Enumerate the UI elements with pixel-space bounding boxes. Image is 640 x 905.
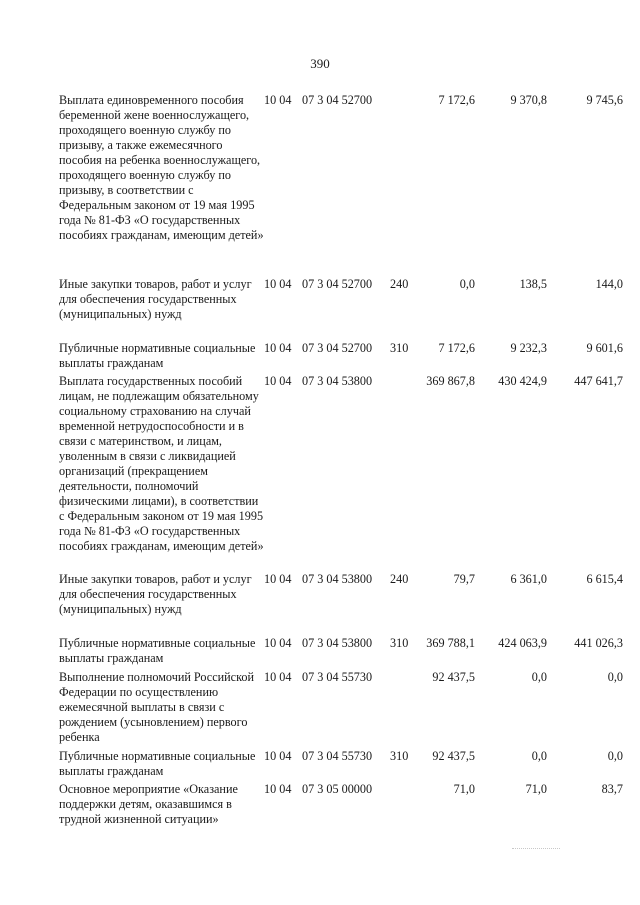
row-target-code: 07 3 04 53800	[302, 636, 373, 650]
row-expense-type: 310	[390, 341, 409, 355]
row-value-year3: 83,7	[601, 782, 623, 796]
row-target-code: 07 3 04 55730	[302, 749, 373, 763]
row-section-code: 10 04	[264, 782, 292, 796]
scan-artifact	[512, 848, 560, 849]
row-value-year3: 447 641,7	[574, 374, 623, 388]
row-value-year1: 92 437,5	[432, 670, 475, 684]
row-description: Выплата государственных пособий лицам, не подлежащим обязательному социальному страхованию на случай временной нетрудоспособности и в связи с материнством, и лицам, уволенным в связи с ликвидацией организаций (прекращением деятельности, полномочий физическими лицами), в соответствии с Федеральным законом от 19 мая 1995 года № 81-ФЗ «О государственных пособиях гражданам, имеющим детей»	[59, 374, 264, 553]
row-section-code: 10 04	[264, 93, 292, 107]
row-value-year2: 0,0	[531, 670, 547, 684]
table-row	[0, 277, 640, 339]
row-value-year2: 6 361,0	[510, 572, 547, 586]
row-description: Иные закупки товаров, работ и услуг для обеспечения государственных (муниципальных) нужд	[59, 277, 252, 321]
row-value-year2: 71,0	[525, 782, 547, 796]
table-row	[0, 670, 640, 746]
row-value-year3: 144,0	[595, 277, 623, 291]
row-target-code: 07 3 04 55730	[302, 670, 373, 684]
page-number: 390	[310, 56, 330, 71]
row-expense-type: 310	[390, 636, 409, 650]
row-value-year1: 0,0	[459, 277, 475, 291]
row-value-year3: 9 601,6	[586, 341, 623, 355]
row-value-year1: 79,7	[453, 572, 475, 586]
row-expense-type: 240	[390, 572, 409, 586]
row-section-code: 10 04	[264, 374, 292, 388]
row-section-code: 10 04	[264, 670, 292, 684]
row-section-code: 10 04	[264, 572, 292, 586]
row-value-year3: 441 026,3	[574, 636, 623, 650]
row-description: Иные закупки товаров, работ и услуг для обеспечения государственных (муниципальных) нужд	[59, 572, 252, 616]
row-expense-type: 310	[390, 749, 409, 763]
row-value-year3: 0,0	[607, 670, 623, 684]
row-target-code: 07 3 04 52700	[302, 341, 373, 355]
row-value-year2: 424 063,9	[498, 636, 547, 650]
table-row	[0, 636, 640, 668]
row-value-year2: 9 232,3	[510, 341, 547, 355]
row-value-year3: 9 745,6	[586, 93, 623, 107]
row-value-year2: 138,5	[519, 277, 547, 291]
row-section-code: 10 04	[264, 341, 292, 355]
table-row	[0, 572, 640, 634]
row-value-year2: 9 370,8	[510, 93, 547, 107]
row-section-code: 10 04	[264, 636, 292, 650]
row-value-year2: 430 424,9	[498, 374, 547, 388]
row-expense-type: 240	[390, 277, 409, 291]
row-section-code: 10 04	[264, 277, 292, 291]
row-description: Публичные нормативные социальные выплаты гражданам	[59, 636, 256, 665]
table-row	[0, 341, 640, 373]
row-value-year3: 6 615,4	[586, 572, 623, 586]
row-target-code: 07 3 05 00000	[302, 782, 373, 796]
row-target-code: 07 3 04 52700	[302, 277, 373, 291]
row-target-code: 07 3 04 52700	[302, 93, 373, 107]
row-section-code: 10 04	[264, 749, 292, 763]
row-value-year2: 0,0	[531, 749, 547, 763]
row-value-year1: 369 867,8	[426, 374, 475, 388]
row-description: Публичные нормативные социальные выплаты гражданам	[59, 749, 256, 778]
table-row	[0, 374, 640, 570]
table-row	[0, 93, 640, 273]
row-value-year1: 7 172,6	[438, 341, 475, 355]
row-description: Основное мероприятие «Оказание поддержки детям, оказавшимся в трудной жизненной ситуации»	[59, 782, 238, 826]
row-value-year1: 92 437,5	[432, 749, 475, 763]
table-row	[0, 749, 640, 781]
row-value-year1: 369 788,1	[426, 636, 475, 650]
table-row	[0, 782, 640, 832]
row-value-year3: 0,0	[607, 749, 623, 763]
row-target-code: 07 3 04 53800	[302, 572, 373, 586]
row-value-year1: 7 172,6	[438, 93, 475, 107]
row-target-code: 07 3 04 53800	[302, 374, 373, 388]
row-description: Выполнение полномочий Российской Федерации по осуществлению ежемесячной выплаты в связи с рождением (усыновлением) первого ребенка	[59, 670, 254, 744]
row-description: Выплата единовременного пособия беременной жене военнослужащего, проходящего военную службу по призыву, а также ежемесячного пособия на ребенка военнослужащего, проходящего военную службу по призыву, в соответствии с Федеральным законом от 19 мая 1995 года № 81-ФЗ «О государственных пособиях гражданам, имеющим детей»	[59, 93, 264, 242]
row-description: Публичные нормативные социальные выплаты гражданам	[59, 341, 256, 370]
row-value-year1: 71,0	[453, 782, 475, 796]
